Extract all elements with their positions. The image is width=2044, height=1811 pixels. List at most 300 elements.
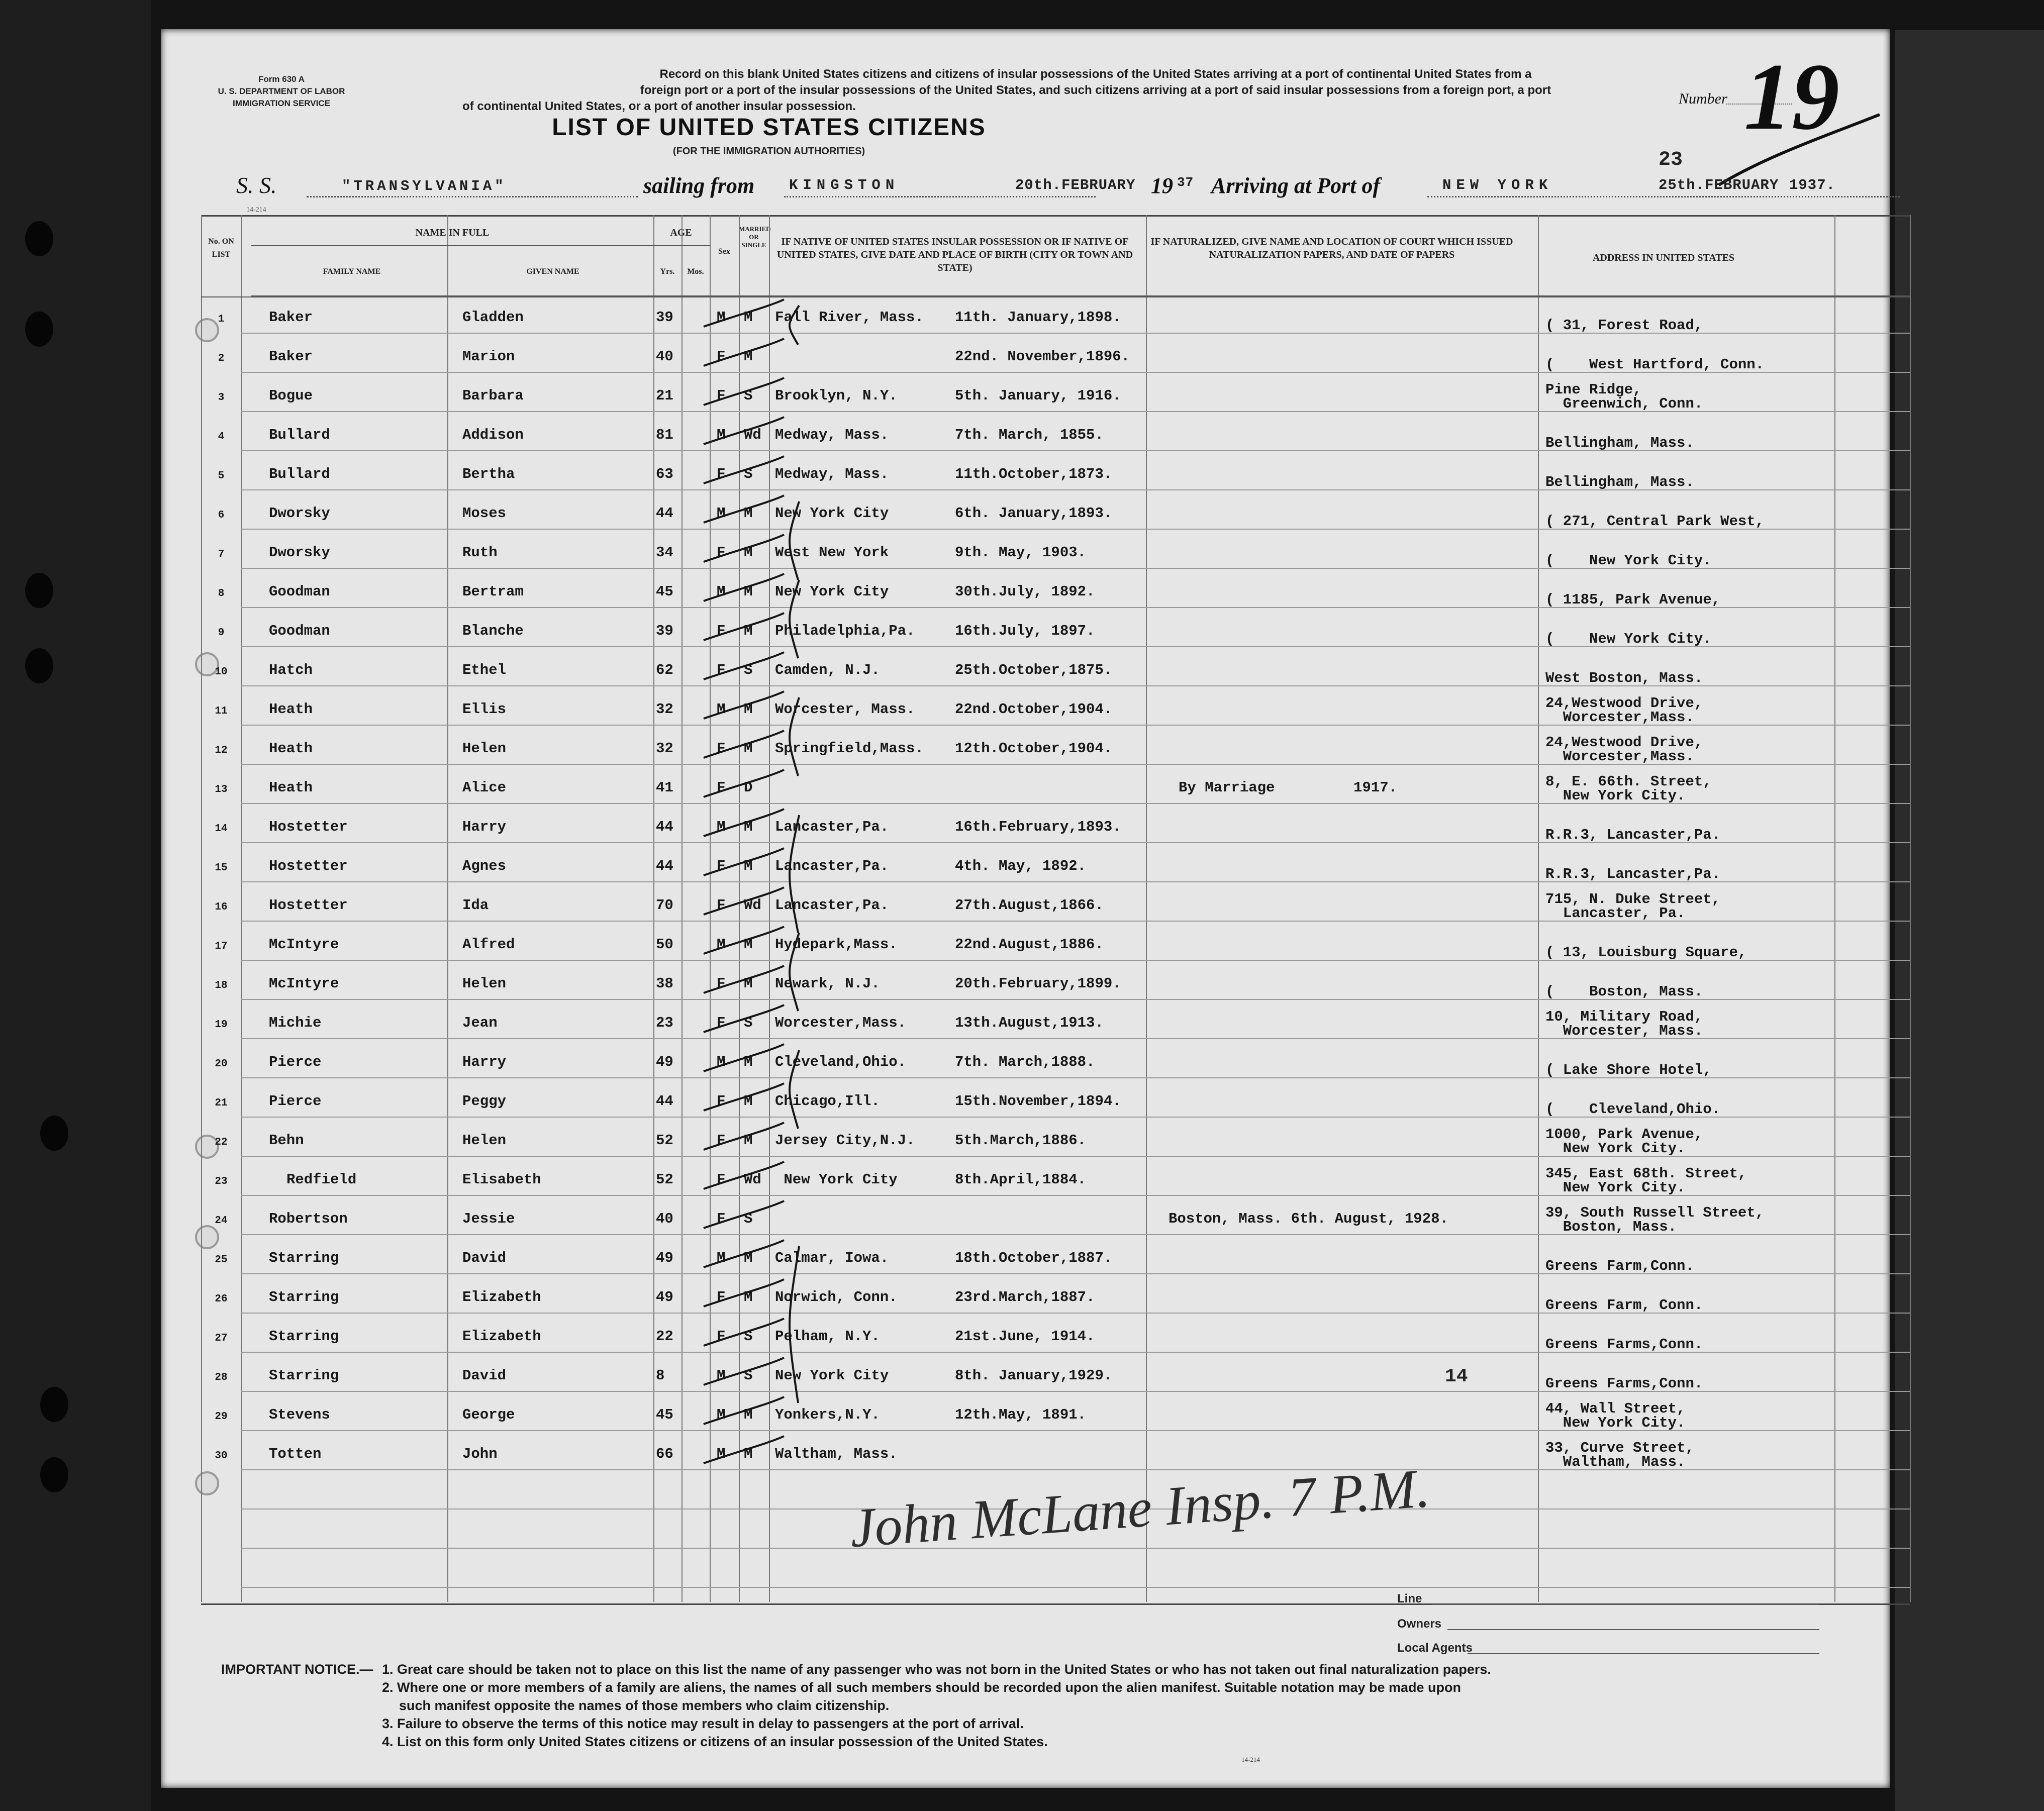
given-name: Marion — [462, 348, 515, 365]
notice-item: 3. Failure to observe the terms of this notice may result in delay to passengers at the port of arrival. — [382, 1716, 1024, 1731]
family-name: Starring — [269, 1289, 339, 1305]
birth-place: Lancaster,Pa. — [775, 858, 889, 874]
row-number: 9 — [218, 627, 225, 639]
birth-date: 4th. May, 1892. — [955, 858, 1087, 874]
notice-title: IMPORTANT NOTICE.— — [221, 1662, 373, 1677]
row-number: 5 — [218, 470, 225, 482]
header-family-name: FAMILY NAME — [323, 267, 381, 276]
family-name: Behn — [269, 1132, 304, 1149]
naturalization-info: Boston, Mass. 6th. August, 1928. — [1169, 1211, 1448, 1227]
sex: M — [717, 1250, 726, 1266]
punch-hole — [25, 573, 53, 608]
address: Bellingham, Mass. — [1545, 474, 1694, 490]
age-years: 44 — [656, 819, 673, 835]
marital-status: M — [744, 583, 753, 600]
row-number: 11 — [215, 706, 228, 717]
page-number: 23 — [1659, 149, 1683, 171]
header-birth: IF NATIVE OF UNITED STATES INSULAR POSSESSION OR IF NATIVE OF UNITED STATES, GIVE DATE AND PLACE OF BIRTH (CITY OR TOWN AND STATE) — [776, 236, 1133, 273]
given-name: Alfred — [462, 936, 515, 953]
address-line: 39, South Russell Street, — [1545, 1204, 1765, 1221]
marital-status: M — [744, 1289, 753, 1305]
birth-date: 11th.October,1873. — [955, 466, 1113, 482]
row-number: 6 — [218, 510, 225, 521]
address: ( 13, Louisburg Square, — [1545, 944, 1747, 961]
family-name: Goodman — [269, 583, 330, 600]
arrival-year: 1937. — [1789, 177, 1836, 193]
address-line: New York City. — [1545, 1415, 1686, 1431]
marital-status: M — [744, 740, 753, 757]
age-years: 50 — [656, 936, 673, 953]
birth-date: 21st.June, 1914. — [955, 1328, 1095, 1345]
age-years: 44 — [656, 858, 673, 874]
row-number: 7 — [218, 549, 225, 560]
punch-hole — [40, 1116, 68, 1151]
marital-status: S — [744, 1328, 753, 1345]
address-line: New York City. — [1545, 787, 1686, 804]
birth-date: 7th. March,1888. — [955, 1054, 1095, 1070]
birth-date: 7th. March, 1855. — [955, 427, 1104, 443]
row-number: 4 — [218, 431, 225, 443]
row-number: 18 — [215, 980, 228, 991]
age-years: 70 — [656, 897, 673, 914]
row-number: 12 — [215, 745, 228, 756]
age-years: 49 — [656, 1289, 673, 1305]
marital-status: S — [744, 662, 753, 678]
sex: M — [717, 505, 726, 522]
agents-rule — [1468, 1653, 1819, 1654]
address-line: 33, Curve Street, — [1545, 1440, 1694, 1456]
address-line: Waltham, Mass. — [1545, 1454, 1686, 1470]
header-name-in-full: NAME IN FULL — [415, 227, 490, 238]
row-number: 27 — [215, 1333, 228, 1344]
punch-hole — [40, 1387, 68, 1422]
age-years: 34 — [656, 544, 673, 561]
family-name: Pierce — [269, 1093, 322, 1110]
marital-status: S — [744, 466, 753, 482]
ship-name: "TRANSYLVANIA" — [342, 178, 507, 194]
family-name: Hatch — [269, 662, 313, 678]
address: West Boston, Mass. — [1545, 670, 1703, 686]
age-years: 81 — [656, 427, 673, 443]
birth-date: 22nd.August,1886. — [955, 936, 1104, 953]
birth-date: 20th.February,1899. — [955, 975, 1121, 992]
given-name: Ethel — [462, 662, 507, 678]
given-name: David — [462, 1250, 507, 1266]
row-number: 24 — [215, 1215, 228, 1227]
birth-place: Jersey City,N.J. — [775, 1132, 915, 1149]
age-years: 44 — [656, 1093, 673, 1110]
family-name: Hostetter — [269, 897, 348, 914]
age-years: 52 — [656, 1171, 673, 1188]
age-years: 62 — [656, 662, 673, 678]
given-name: Jean — [462, 1015, 498, 1031]
address: ( Boston, Mass. — [1545, 983, 1703, 1000]
age-years: 63 — [656, 466, 673, 482]
birth-date: 8th. January,1929. — [955, 1367, 1113, 1384]
birth-place: Cleveland,Ohio. — [775, 1054, 907, 1070]
family-name: Heath — [269, 701, 313, 718]
family-name: Dworsky — [269, 544, 330, 561]
department: U. S. DEPARTMENT OF LABOR — [218, 86, 345, 96]
address-line: Lancaster, Pa. — [1545, 905, 1686, 922]
page-title: LIST OF UNITED STATES CITIZENS — [552, 114, 986, 141]
address-line: Boston, Mass. — [1545, 1219, 1677, 1235]
age-years: 21 — [656, 387, 673, 404]
row-number: 21 — [215, 1097, 228, 1109]
birth-place: Camden, N.J. — [775, 662, 880, 678]
row-number: 25 — [215, 1254, 228, 1266]
address: R.R.3, Lancaster,Pa. — [1545, 866, 1721, 882]
family-name: Bullard — [269, 427, 330, 443]
marital-status: M — [744, 1250, 753, 1266]
marital-status: M — [744, 1132, 753, 1149]
given-name: Ida — [462, 897, 489, 914]
given-name: Ellis — [462, 701, 507, 718]
sex: F — [717, 779, 726, 796]
birth-place: New York City — [775, 1367, 889, 1384]
print-code-bottom: 14-214 — [1241, 1756, 1260, 1763]
marital-status: S — [744, 1367, 753, 1384]
given-name: Elisabeth — [462, 1171, 541, 1188]
given-name: Barbara — [462, 387, 524, 404]
sex: M — [717, 427, 726, 443]
sex: F — [717, 348, 726, 365]
birth-place: Newark, N.J. — [775, 975, 880, 992]
address-line: 1000, Park Avenue, — [1545, 1126, 1703, 1143]
record-line: foreign port or a port of the insular possessions of the United States, and such citizens arriving at a port of said insular possessions from a foreign port, a port — [640, 83, 1551, 97]
age-years: 32 — [656, 740, 673, 757]
header-yrs: Yrs. — [660, 267, 675, 276]
family-name: Redfield — [286, 1171, 357, 1188]
birth-place: Hydepark,Mass. — [775, 936, 898, 953]
row-number: 22 — [215, 1137, 228, 1148]
sex: F — [717, 466, 726, 482]
marital-status: M — [744, 819, 753, 835]
sex: F — [717, 1328, 726, 1345]
row-number: 20 — [215, 1058, 228, 1070]
header-married-single: MARRIED OR SINGLE — [739, 225, 771, 249]
record-line: of continental United States, or a port of another insular possession. — [462, 99, 856, 113]
header-address: ADDRESS IN UNITED STATES — [1592, 252, 1735, 263]
address: Greens Farm,Conn. — [1545, 1258, 1694, 1274]
row-number: 2 — [218, 353, 225, 364]
row-number: 10 — [215, 666, 228, 678]
row-number: 30 — [215, 1450, 228, 1462]
family-name: Starring — [269, 1250, 339, 1266]
birth-place: Pelham, N.Y. — [775, 1328, 880, 1345]
marital-status: Wd — [744, 1171, 761, 1188]
given-name: Harry — [462, 819, 507, 835]
family-name: Heath — [269, 740, 313, 757]
family-name: Baker — [269, 309, 313, 326]
inspector-signature: John McLane Insp. 7 P.M. — [848, 1457, 1432, 1559]
marital-status: M — [744, 1406, 753, 1423]
sex: F — [717, 897, 726, 914]
print-code-top: 14-214 — [246, 206, 266, 214]
birth-date: 6th. January,1893. — [955, 505, 1113, 522]
punch-hole — [40, 1457, 68, 1492]
address: ( New York City. — [1545, 631, 1712, 647]
scan-background-right — [1895, 30, 2044, 1811]
punch-hole — [25, 221, 53, 256]
sex: F — [717, 1211, 726, 1227]
marital-status: M — [744, 505, 753, 522]
family-name: Robertson — [269, 1211, 348, 1227]
arriving-label: Arriving at Port of — [1211, 173, 1381, 198]
sex: M — [717, 583, 726, 600]
birth-place: Yonkers,N.Y. — [775, 1406, 880, 1423]
sex: M — [717, 701, 726, 718]
row-number: 23 — [215, 1176, 228, 1187]
family-name: Pierce — [269, 1054, 322, 1070]
address-line: 8, E. 66th. Street, — [1545, 773, 1712, 790]
given-name: David — [462, 1367, 507, 1384]
address: ( Lake Shore Hotel, — [1545, 1062, 1712, 1078]
birth-place: Worcester,Mass. — [775, 1015, 907, 1031]
notice-item: 2. Where one or more members of a family are aliens, the names of all such members should be recorded upon the alien manifest. Suitable notation may be made upon — [382, 1680, 1462, 1695]
address: ( 31, Forest Road, — [1545, 317, 1703, 334]
sex: F — [717, 1093, 726, 1110]
given-name: Peggy — [462, 1093, 507, 1110]
address: ( 1185, Park Avenue, — [1545, 591, 1721, 608]
header-sex: Sex — [718, 247, 730, 256]
marital-status: M — [744, 1446, 753, 1462]
family-name: Michie — [269, 1015, 322, 1031]
address: ( West Hartford, Conn. — [1545, 356, 1765, 373]
marital-status: M — [744, 975, 753, 992]
row-number: 16 — [215, 901, 228, 913]
notice-item: 1. Great care should be taken not to place on this list the name of any passenger who was not born in the United States or who has not taken out final naturalization papers. — [382, 1662, 1491, 1677]
birth-place: New York City — [775, 1171, 898, 1188]
age-years: 39 — [656, 309, 673, 326]
sex: M — [717, 1406, 726, 1423]
age-years: 8 — [656, 1367, 665, 1384]
family-name: McIntyre — [269, 936, 339, 953]
departure-date: 20th.FEBRUARY — [1015, 177, 1136, 193]
row-number: 17 — [215, 941, 228, 952]
ss-label: S. S. — [236, 172, 277, 198]
row-number: 19 — [215, 1019, 228, 1031]
line-label: Line — [1397, 1592, 1422, 1605]
marital-status: S — [744, 387, 753, 404]
given-name: Harry — [462, 1054, 507, 1070]
family-name: Starring — [269, 1328, 339, 1345]
record-line: Record on this blank United States citizens and citizens of insular possessions of the United States arriving at a port of continental United States from a — [659, 67, 1532, 81]
owners-rule — [1447, 1629, 1819, 1630]
birth-date: 12th.May, 1891. — [955, 1406, 1087, 1423]
given-name: Alice — [462, 779, 507, 796]
marital-status: M — [744, 544, 753, 561]
birth-place: Chicago,Ill. — [775, 1093, 880, 1110]
address: ( 271, Central Park West, — [1545, 513, 1765, 530]
marital-status: M — [744, 1093, 753, 1110]
sex: F — [717, 1171, 726, 1188]
given-name: Bertha — [462, 466, 515, 482]
birth-date: 25th.October,1875. — [955, 662, 1113, 678]
address: ( New York City. — [1545, 552, 1712, 569]
address: Greens Farms,Conn. — [1545, 1375, 1703, 1392]
given-name: Helen — [462, 1132, 507, 1149]
row-number: 13 — [215, 784, 228, 795]
address-line: New York City. — [1545, 1140, 1686, 1157]
age-years: 44 — [656, 505, 673, 522]
birth-place: Lancaster,Pa. — [775, 897, 889, 914]
punch-hole — [25, 312, 53, 347]
year-prefix: 19 — [1151, 173, 1173, 198]
sex: F — [717, 1289, 726, 1305]
birth-date: 5th.March,1886. — [955, 1132, 1087, 1149]
age-years: 49 — [656, 1250, 673, 1266]
birth-date: 22nd. November,1896. — [955, 348, 1130, 365]
family-name: Hostetter — [269, 858, 348, 874]
given-name: Moses — [462, 505, 507, 522]
birth-date: 11th. January,1898. — [955, 309, 1121, 326]
birth-place: Waltham, Mass. — [775, 1446, 898, 1462]
birth-date: 23rd.March,1887. — [955, 1289, 1095, 1305]
age-years: 32 — [656, 701, 673, 718]
header-mos: Mos. — [687, 267, 704, 276]
marital-status: M — [744, 858, 753, 874]
birth-date: 5th. January, 1916. — [955, 387, 1121, 404]
given-name: Blanche — [462, 623, 524, 639]
sex: F — [717, 1015, 726, 1031]
marital-status: S — [744, 1211, 753, 1227]
address: R.R.3, Lancaster,Pa. — [1545, 827, 1721, 843]
sex: M — [717, 309, 726, 326]
address-line: 10, Military Road, — [1545, 1009, 1703, 1025]
notice-item: such manifest opposite the names of those members who claim citizenship. — [399, 1698, 890, 1713]
birth-place: New York City — [775, 583, 889, 600]
address: ( Cleveland,Ohio. — [1545, 1101, 1721, 1118]
row-number: 15 — [215, 862, 228, 874]
sex: M — [717, 1367, 726, 1384]
family-name: Baker — [269, 348, 313, 365]
address-line: 715, N. Duke Street, — [1545, 891, 1721, 908]
given-name: Gladden — [462, 309, 524, 326]
age-years: 40 — [656, 1211, 673, 1227]
family-name: Starring — [269, 1367, 339, 1384]
arrival-port: NEW YORK — [1442, 177, 1553, 193]
stamp-count: 14 — [1445, 1366, 1468, 1387]
notice-item: 4. List on this form only United States citizens or citizens of an insular possession of the United States. — [382, 1734, 1048, 1749]
birth-date: 13th.August,1913. — [955, 1015, 1104, 1031]
arrival-date: 25th.FEBRUARY — [1659, 177, 1779, 193]
departure-year: 37 — [1177, 175, 1194, 190]
number-label: Number — [1679, 90, 1727, 107]
sex: M — [717, 1054, 726, 1070]
marital-status: Wd — [744, 427, 761, 443]
address-line: New York City. — [1545, 1179, 1686, 1196]
agents-label: Local Agents — [1397, 1641, 1473, 1655]
header-given-name: GIVEN NAME — [526, 267, 579, 276]
marital-status: M — [744, 701, 753, 718]
birth-place: Calmar, Iowa. — [775, 1250, 889, 1266]
notice-list — [382, 1660, 1870, 1751]
address-line: Worcester, Mass. — [1545, 1023, 1703, 1039]
row-number: 8 — [218, 588, 225, 599]
marital-status: M — [744, 348, 753, 365]
row-number: 3 — [218, 392, 225, 404]
birth-date: 27th.August,1866. — [955, 897, 1104, 914]
age-years: 45 — [656, 583, 673, 600]
given-name: Ruth — [462, 544, 498, 561]
birth-date: 22nd.October,1904. — [955, 701, 1113, 718]
header-no-on-list: No. ON LIST — [208, 237, 234, 259]
departure-port: KINGSTON — [789, 177, 900, 193]
list-number-handwritten: 19 — [1744, 44, 1839, 150]
header-age: AGE — [670, 227, 692, 238]
birth-place: Medway, Mass. — [775, 466, 889, 482]
sex: F — [717, 623, 726, 639]
marital-status: S — [744, 1015, 753, 1031]
family-name: Totten — [269, 1446, 322, 1462]
birth-date: 12th.October,1904. — [955, 740, 1113, 757]
age-years: 39 — [656, 623, 673, 639]
birth-date: 30th.July, 1892. — [955, 583, 1095, 600]
marital-status: M — [744, 1054, 753, 1070]
sex: F — [717, 544, 726, 561]
page-subtitle: (FOR THE IMMIGRATION AUTHORITIES) — [672, 146, 865, 157]
sailing-from-label: sailing from — [643, 173, 755, 198]
given-name: Helen — [462, 975, 507, 992]
family-name: Heath — [269, 779, 313, 796]
given-name: George — [462, 1406, 515, 1423]
given-name: John — [462, 1446, 498, 1462]
owners-label: Owners — [1397, 1617, 1442, 1631]
column-rule — [1910, 215, 1911, 1602]
family-name: Bogue — [269, 387, 313, 404]
line-rule — [1432, 1604, 1819, 1605]
sex: F — [717, 387, 726, 404]
age-years: 40 — [656, 348, 673, 365]
age-years: 49 — [656, 1054, 673, 1070]
family-name: Bullard — [269, 466, 330, 482]
age-years: 41 — [656, 779, 673, 796]
birth-place: Fall River, Mass. — [775, 309, 924, 326]
family-name: Hostetter — [269, 819, 348, 835]
marital-status: D — [744, 779, 753, 796]
family-name: Stevens — [269, 1406, 330, 1423]
row-number: 1 — [218, 314, 225, 325]
address: Greens Farm, Conn. — [1545, 1297, 1703, 1314]
header-naturalized: IF NATURALIZED, GIVE NAME AND LOCATION OF COURT WHICH ISSUED NATURALIZATION PAPERS, AND DATE OF PAPERS — [1150, 236, 1513, 260]
birth-place: New York City — [775, 505, 889, 522]
row-number: 26 — [215, 1293, 228, 1305]
age-years: 38 — [656, 975, 673, 992]
address-line: 345, East 68th. Street, — [1545, 1165, 1747, 1182]
row-number: 14 — [215, 823, 228, 835]
marital-status: Wd — [744, 897, 761, 914]
service: IMMIGRATION SERVICE — [233, 98, 330, 108]
marital-status: M — [744, 936, 753, 953]
age-years: 45 — [656, 1406, 673, 1423]
given-name: Helen — [462, 740, 507, 757]
punch-hole — [25, 648, 53, 683]
birth-place: Springfield,Mass. — [775, 740, 924, 757]
birth-place: Worcester, Mass. — [775, 701, 915, 718]
age-years: 23 — [656, 1015, 673, 1031]
sex: F — [717, 975, 726, 992]
row-number: 28 — [215, 1372, 228, 1383]
birth-date: 9th. May, 1903. — [955, 544, 1087, 561]
sex: M — [717, 936, 726, 953]
marital-status: M — [744, 309, 753, 326]
given-name: Addison — [462, 427, 524, 443]
birth-date: 8th.April,1884. — [955, 1171, 1087, 1188]
address: Bellingham, Mass. — [1545, 435, 1694, 451]
form-number: Form 630 A — [258, 74, 305, 84]
row-number: 29 — [215, 1411, 228, 1423]
